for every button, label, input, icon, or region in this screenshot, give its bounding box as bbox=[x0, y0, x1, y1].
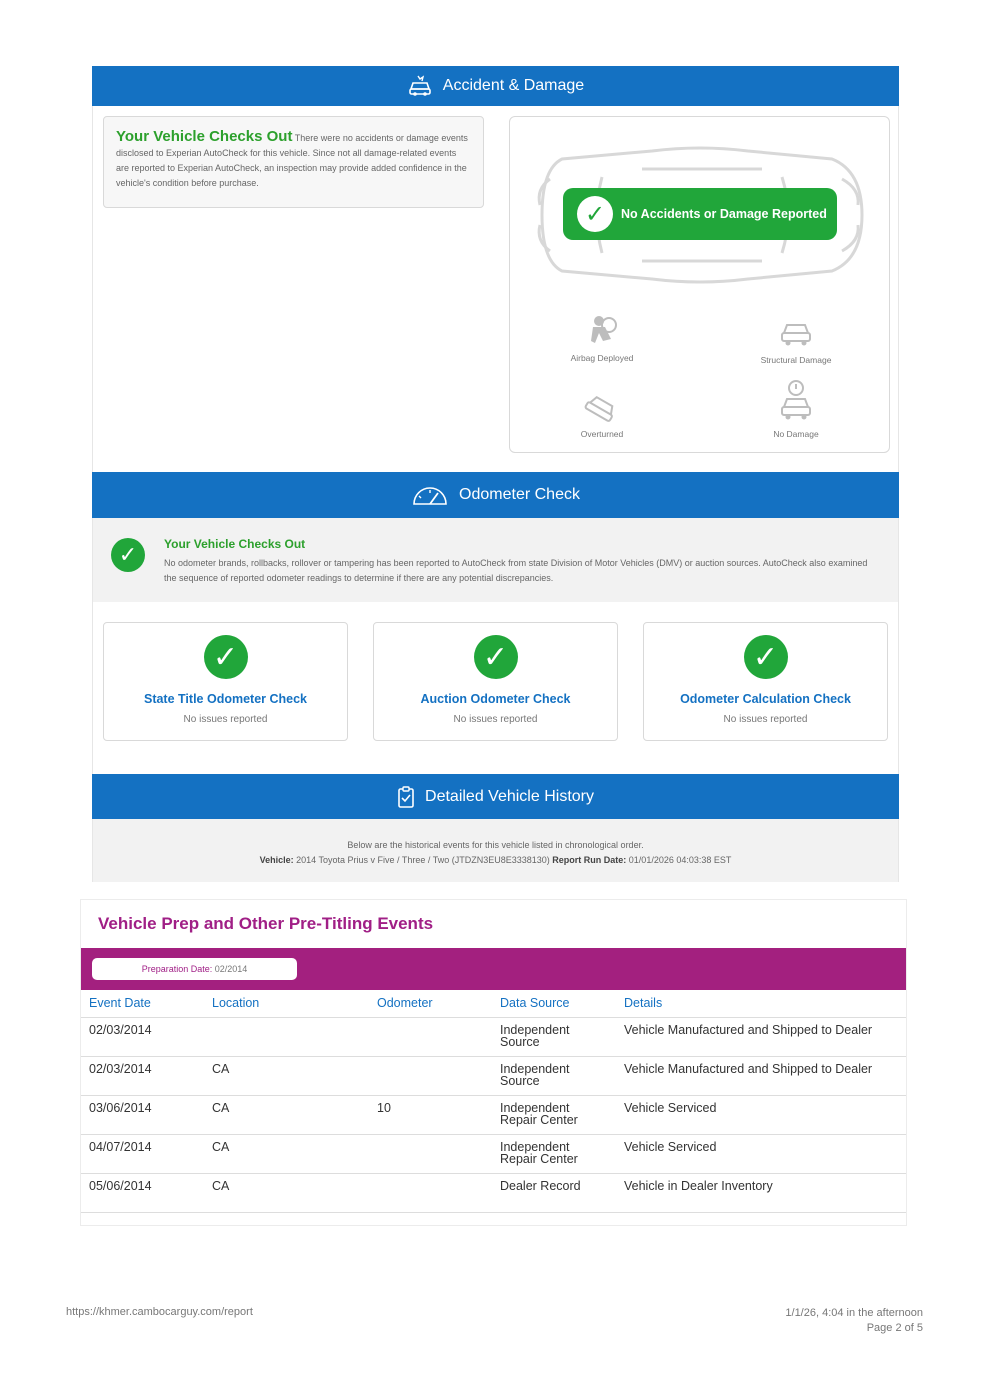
data-source bbox=[492, 1056, 616, 1095]
check-icon: ✓ bbox=[111, 538, 145, 572]
accident-checks-text: There were no accidents or damage events disclosed to Experian AutoCheck for this vehicle. Since not all damage-related events are reported to Experian AutoCheck, an inspection may provide added confidence in the vehicle's condition before purchase. bbox=[116, 133, 468, 188]
odometer-summary-text: No odometer brands, rollbacks, rollover or tampering has been reported to AutoCheck from state Division of Motor Vehicles (DMV) or auction sources. AutoCheck also examined the sequence of reported odometer readings to determine if there are any potential discrepancies. bbox=[164, 558, 868, 583]
event-date: 05/06/2014 bbox=[81, 1173, 204, 1212]
overturned-item bbox=[532, 389, 672, 439]
history-vehicle-line bbox=[93, 853, 898, 868]
check-icon: ✓ bbox=[577, 196, 613, 232]
data-source bbox=[492, 1134, 616, 1173]
vehicle-label: Vehicle: bbox=[259, 855, 294, 865]
details: Vehicle in Dealer Inventory bbox=[616, 1173, 906, 1212]
airbag-icon bbox=[585, 313, 619, 347]
check-icon: ✓ bbox=[744, 635, 788, 679]
accident-header bbox=[92, 66, 899, 106]
card-title: State Title Odometer Check bbox=[143, 692, 307, 706]
car-diagram-panel bbox=[509, 116, 890, 453]
car-damage-icon bbox=[407, 75, 433, 97]
table-header-row bbox=[81, 990, 906, 1017]
event-date: 04/07/2014 bbox=[81, 1134, 204, 1173]
structural-damage-item bbox=[726, 319, 866, 365]
footer-page-number: Page 2 of 5 bbox=[866, 1322, 923, 1334]
odometer-cards bbox=[93, 602, 898, 774]
odometer-body bbox=[92, 518, 899, 774]
data-source-line: Repair Center bbox=[500, 1112, 578, 1127]
run-date-label: Report Run Date: bbox=[552, 855, 627, 865]
no-damage-item bbox=[726, 379, 866, 439]
col-details: Details bbox=[616, 990, 906, 1017]
history-intro-text: Below are the historical events for this vehicle listed in chronological order. bbox=[347, 840, 644, 850]
history-header bbox=[92, 774, 899, 819]
structural-damage-label: Structural Damage bbox=[760, 355, 832, 365]
report bbox=[92, 66, 899, 882]
table-row bbox=[81, 1173, 906, 1212]
data-source bbox=[492, 1017, 616, 1056]
event-date: 02/03/2014 bbox=[81, 1017, 204, 1056]
gauge-icon bbox=[411, 484, 449, 506]
check-icon: ✓ bbox=[204, 635, 248, 679]
prep-date-label: Preparation Date: bbox=[141, 964, 213, 974]
prep-date-value: 02/2014 bbox=[214, 964, 248, 974]
data-source-line: Independent bbox=[500, 1139, 570, 1154]
data-source-line: Dealer Record bbox=[500, 1178, 581, 1193]
odometer-title: Odometer Check bbox=[459, 486, 580, 503]
odometer-header bbox=[92, 472, 899, 518]
col-event-date: Event Date bbox=[81, 990, 204, 1017]
details: Vehicle Serviced bbox=[616, 1134, 906, 1173]
location: CA bbox=[204, 1134, 369, 1173]
card-title: Odometer Calculation Check bbox=[680, 692, 851, 706]
overturned-label: Overturned bbox=[580, 429, 624, 439]
details: Vehicle Manufactured and Shipped to Dealer bbox=[616, 1056, 906, 1095]
accident-checks-title: Your Vehicle Checks Out bbox=[116, 128, 293, 145]
run-date-value: 01/01/2026 04:03:38 EST bbox=[628, 855, 732, 865]
footer-url: https://khmer.cambocarguy.com/report bbox=[66, 1306, 253, 1318]
table-row bbox=[81, 1017, 906, 1056]
no-damage-label: No Damage bbox=[773, 429, 819, 439]
structural-damage-icon bbox=[778, 319, 814, 349]
location bbox=[204, 1017, 369, 1056]
no-accidents-badge bbox=[563, 188, 837, 240]
card-status: No issues reported bbox=[183, 714, 268, 725]
footer-datetime: 1/1/26, 4:04 in the afternoon bbox=[785, 1307, 923, 1319]
accident-summary-box bbox=[103, 116, 484, 208]
card-title: Auction Odometer Check bbox=[420, 692, 571, 706]
odometer-summary-title: Your Vehicle Checks Out bbox=[164, 537, 306, 551]
event-date: 03/06/2014 bbox=[81, 1095, 204, 1134]
card-status: No issues reported bbox=[453, 714, 538, 725]
vehicle-value: 2014 Toyota Prius v Five / Three / Two (JTDZN3EU8E3338130) bbox=[296, 855, 550, 865]
card-status: No issues reported bbox=[723, 714, 808, 725]
check-icon: ✓ bbox=[474, 635, 518, 679]
odometer bbox=[369, 1017, 492, 1056]
history-title: Detailed Vehicle History bbox=[425, 787, 594, 805]
data-source-line: Independent bbox=[500, 1061, 570, 1076]
footer-meta bbox=[785, 1306, 923, 1336]
data-source-line: Source bbox=[500, 1073, 540, 1088]
no-accidents-label: No Accidents or Damage Reported bbox=[621, 207, 827, 221]
accident-body bbox=[92, 106, 899, 472]
table-row bbox=[81, 1134, 906, 1173]
prep-bar bbox=[81, 948, 906, 990]
data-source-line: Independent bbox=[500, 1100, 570, 1115]
accident-title: Accident & Damage bbox=[442, 77, 585, 94]
prep-section bbox=[80, 899, 907, 1226]
overturned-icon bbox=[584, 389, 620, 423]
odometer-card-calculation bbox=[643, 622, 888, 741]
location: CA bbox=[204, 1056, 369, 1095]
data-source-line: Source bbox=[500, 1034, 540, 1049]
prep-title: Vehicle Prep and Other Pre-Titling Events bbox=[98, 914, 434, 933]
odometer bbox=[369, 1173, 492, 1212]
odometer: 10 bbox=[369, 1095, 492, 1134]
no-damage-icon bbox=[778, 379, 814, 423]
table-row bbox=[81, 1095, 906, 1134]
col-location: Location bbox=[204, 990, 369, 1017]
col-data-source: Data Source bbox=[492, 990, 616, 1017]
odometer-card-state-title bbox=[103, 622, 348, 741]
location: CA bbox=[204, 1173, 369, 1212]
odometer bbox=[369, 1056, 492, 1095]
table-tail bbox=[81, 1213, 906, 1225]
details: Vehicle Serviced bbox=[616, 1095, 906, 1134]
airbag-deployed-item bbox=[532, 313, 672, 363]
event-date: 02/03/2014 bbox=[81, 1056, 204, 1095]
history-intro bbox=[92, 819, 899, 882]
location: CA bbox=[204, 1095, 369, 1134]
odometer bbox=[369, 1134, 492, 1173]
odometer-card-auction bbox=[373, 622, 618, 741]
data-source bbox=[492, 1173, 616, 1212]
airbag-deployed-label: Airbag Deployed bbox=[570, 353, 634, 363]
details: Vehicle Manufactured and Shipped to Dealer bbox=[616, 1017, 906, 1056]
col-odometer: Odometer bbox=[369, 990, 492, 1017]
table-row bbox=[81, 1056, 906, 1095]
data-source bbox=[492, 1095, 616, 1134]
prep-date-pill bbox=[92, 958, 297, 980]
data-source-line: Independent bbox=[500, 1022, 570, 1037]
prep-events-table bbox=[81, 990, 906, 1213]
clipboard-icon bbox=[397, 786, 415, 808]
data-source-line: Repair Center bbox=[500, 1151, 578, 1166]
odometer-summary bbox=[93, 518, 898, 602]
